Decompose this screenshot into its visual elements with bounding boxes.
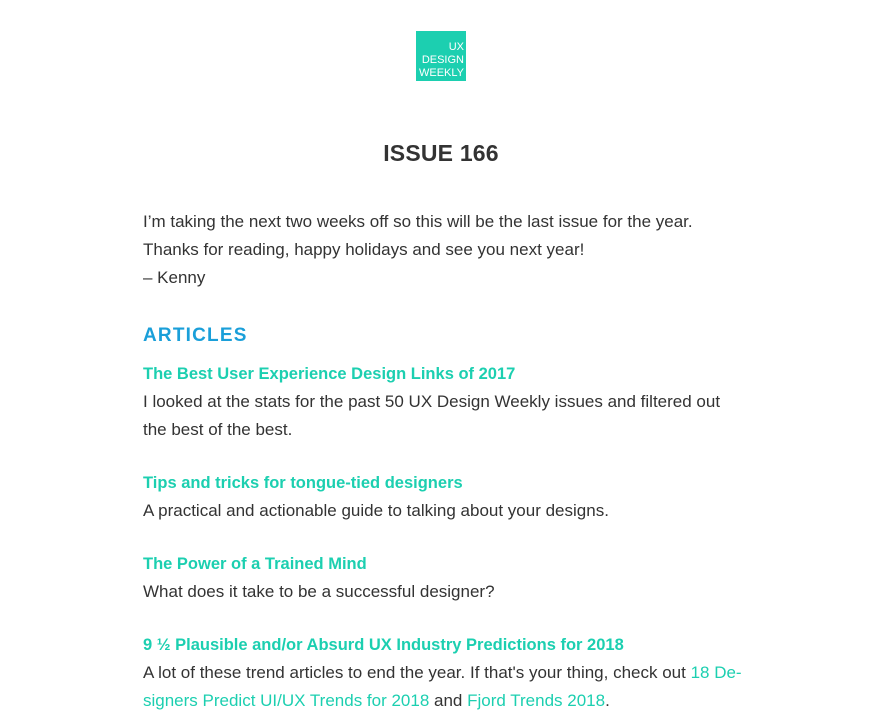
ux-design-weekly-logo[interactable]	[416, 31, 466, 81]
intro-message	[143, 208, 743, 292]
article-description: I looked at the stats for the past 50 UX Design Weekly issues and filtered out the best of the best.	[143, 392, 721, 439]
issue-title: ISSUE 166	[383, 140, 499, 166]
article-description-connector: and	[429, 691, 468, 710]
article-title-link[interactable]: Tips and tricks for tongue-tied designers	[143, 474, 463, 492]
article-description	[143, 659, 743, 715]
designers-predict-trends-link[interactable]: 18 De-signers Predict UI/UX Trends for 2018	[143, 663, 742, 710]
article-title-link[interactable]: The Best User Experience Design Links of 2017	[143, 365, 516, 383]
logo-line-ux: UX	[448, 41, 464, 53]
article-item	[143, 360, 743, 444]
intro-line-1: I’m taking the next two weeks off so this will be the last issue for the year.	[143, 212, 693, 231]
article-description-text: A lot of these trend articles to end the year. If that's your thing, check out	[143, 663, 691, 682]
logo-line-design: DESIGN	[421, 54, 464, 66]
article-description-end: .	[605, 691, 610, 710]
logo-line-weekly: WEEKLY	[418, 67, 464, 79]
article-title-link[interactable]: 9 ½ Plausible and/or Absurd UX Industry Predictions for 2018	[143, 636, 624, 654]
intro-signature: – Kenny	[143, 268, 206, 287]
intro-line-2: Thanks for reading, happy holidays and see you next year!	[143, 240, 585, 259]
articles-heading: ARTICLES	[143, 325, 248, 346]
article-item	[143, 550, 743, 606]
article-description: A practical and actionable guide to talking about your designs.	[143, 501, 609, 520]
article-item	[143, 469, 743, 525]
newsletter-content	[143, 208, 743, 715]
article-description: What does it take to be a successful designer?	[143, 582, 495, 601]
article-title-link[interactable]: The Power of a Trained Mind	[143, 555, 367, 573]
article-item	[143, 631, 743, 715]
fjord-trends-link[interactable]: Fjord Trends 2018	[467, 691, 606, 710]
